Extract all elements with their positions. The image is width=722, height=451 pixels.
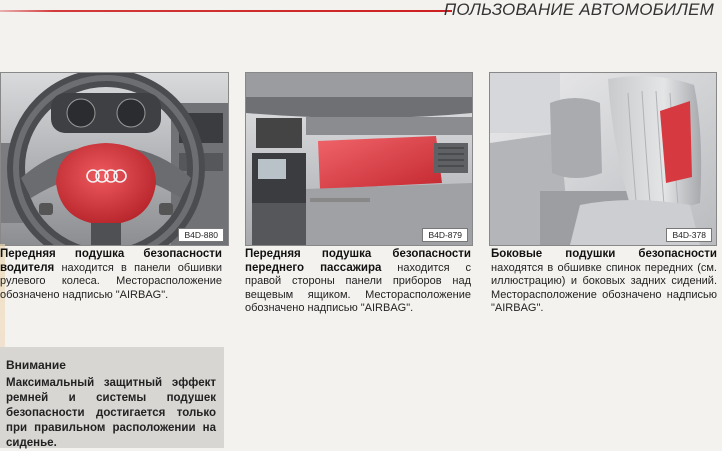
steering-wheel-illustration — [1, 73, 228, 245]
warning-title: Внимание — [6, 358, 66, 372]
figure-code: B4D-879 — [422, 228, 468, 242]
caption-body: находится в панели обшивки рулевого колеса. Месторасположение обозначено надписью "AIRBAG". — [0, 261, 222, 301]
figure-driver-airbag — [0, 72, 229, 246]
caption-heading: Боковые подушки безопасности — [491, 248, 717, 260]
figure-code: B4D-378 — [666, 228, 712, 242]
warning-text: Максимальный защитный эффект ремней и системы подушек безопасности достигается только при правильном расположении на сиденье. — [6, 377, 216, 449]
warning-box — [0, 347, 224, 448]
figure-passenger-airbag — [245, 72, 473, 246]
header-rule — [0, 10, 452, 12]
caption-heading: Передняя подушка безопасности водителя — [0, 248, 222, 274]
caption-side-airbag — [491, 248, 717, 316]
caption-driver-airbag — [0, 248, 222, 302]
figure-code: B4D-880 — [178, 228, 224, 242]
page-header-title: ПОЛЬЗОВАНИЕ АВТОМОБИЛЕМ — [443, 0, 714, 19]
dashboard-illustration — [246, 73, 472, 245]
figure-side-airbag — [489, 72, 717, 246]
caption-passenger-airbag — [245, 248, 471, 316]
caption-body: находятся в обшивке спинок передних (см. иллюстрацию) и боковых задних сидений. Месторасположение обозначено надписью "AIRBAG". — [491, 261, 717, 314]
caption-body: находится с правой стороны панели приборов над вещевым ящиком. Месторасположение обозначено надписью "AIRBAG". — [245, 261, 471, 314]
seat-illustration — [490, 73, 716, 245]
caption-heading: Передняя подушка безопасности переднего пассажира — [245, 248, 471, 274]
